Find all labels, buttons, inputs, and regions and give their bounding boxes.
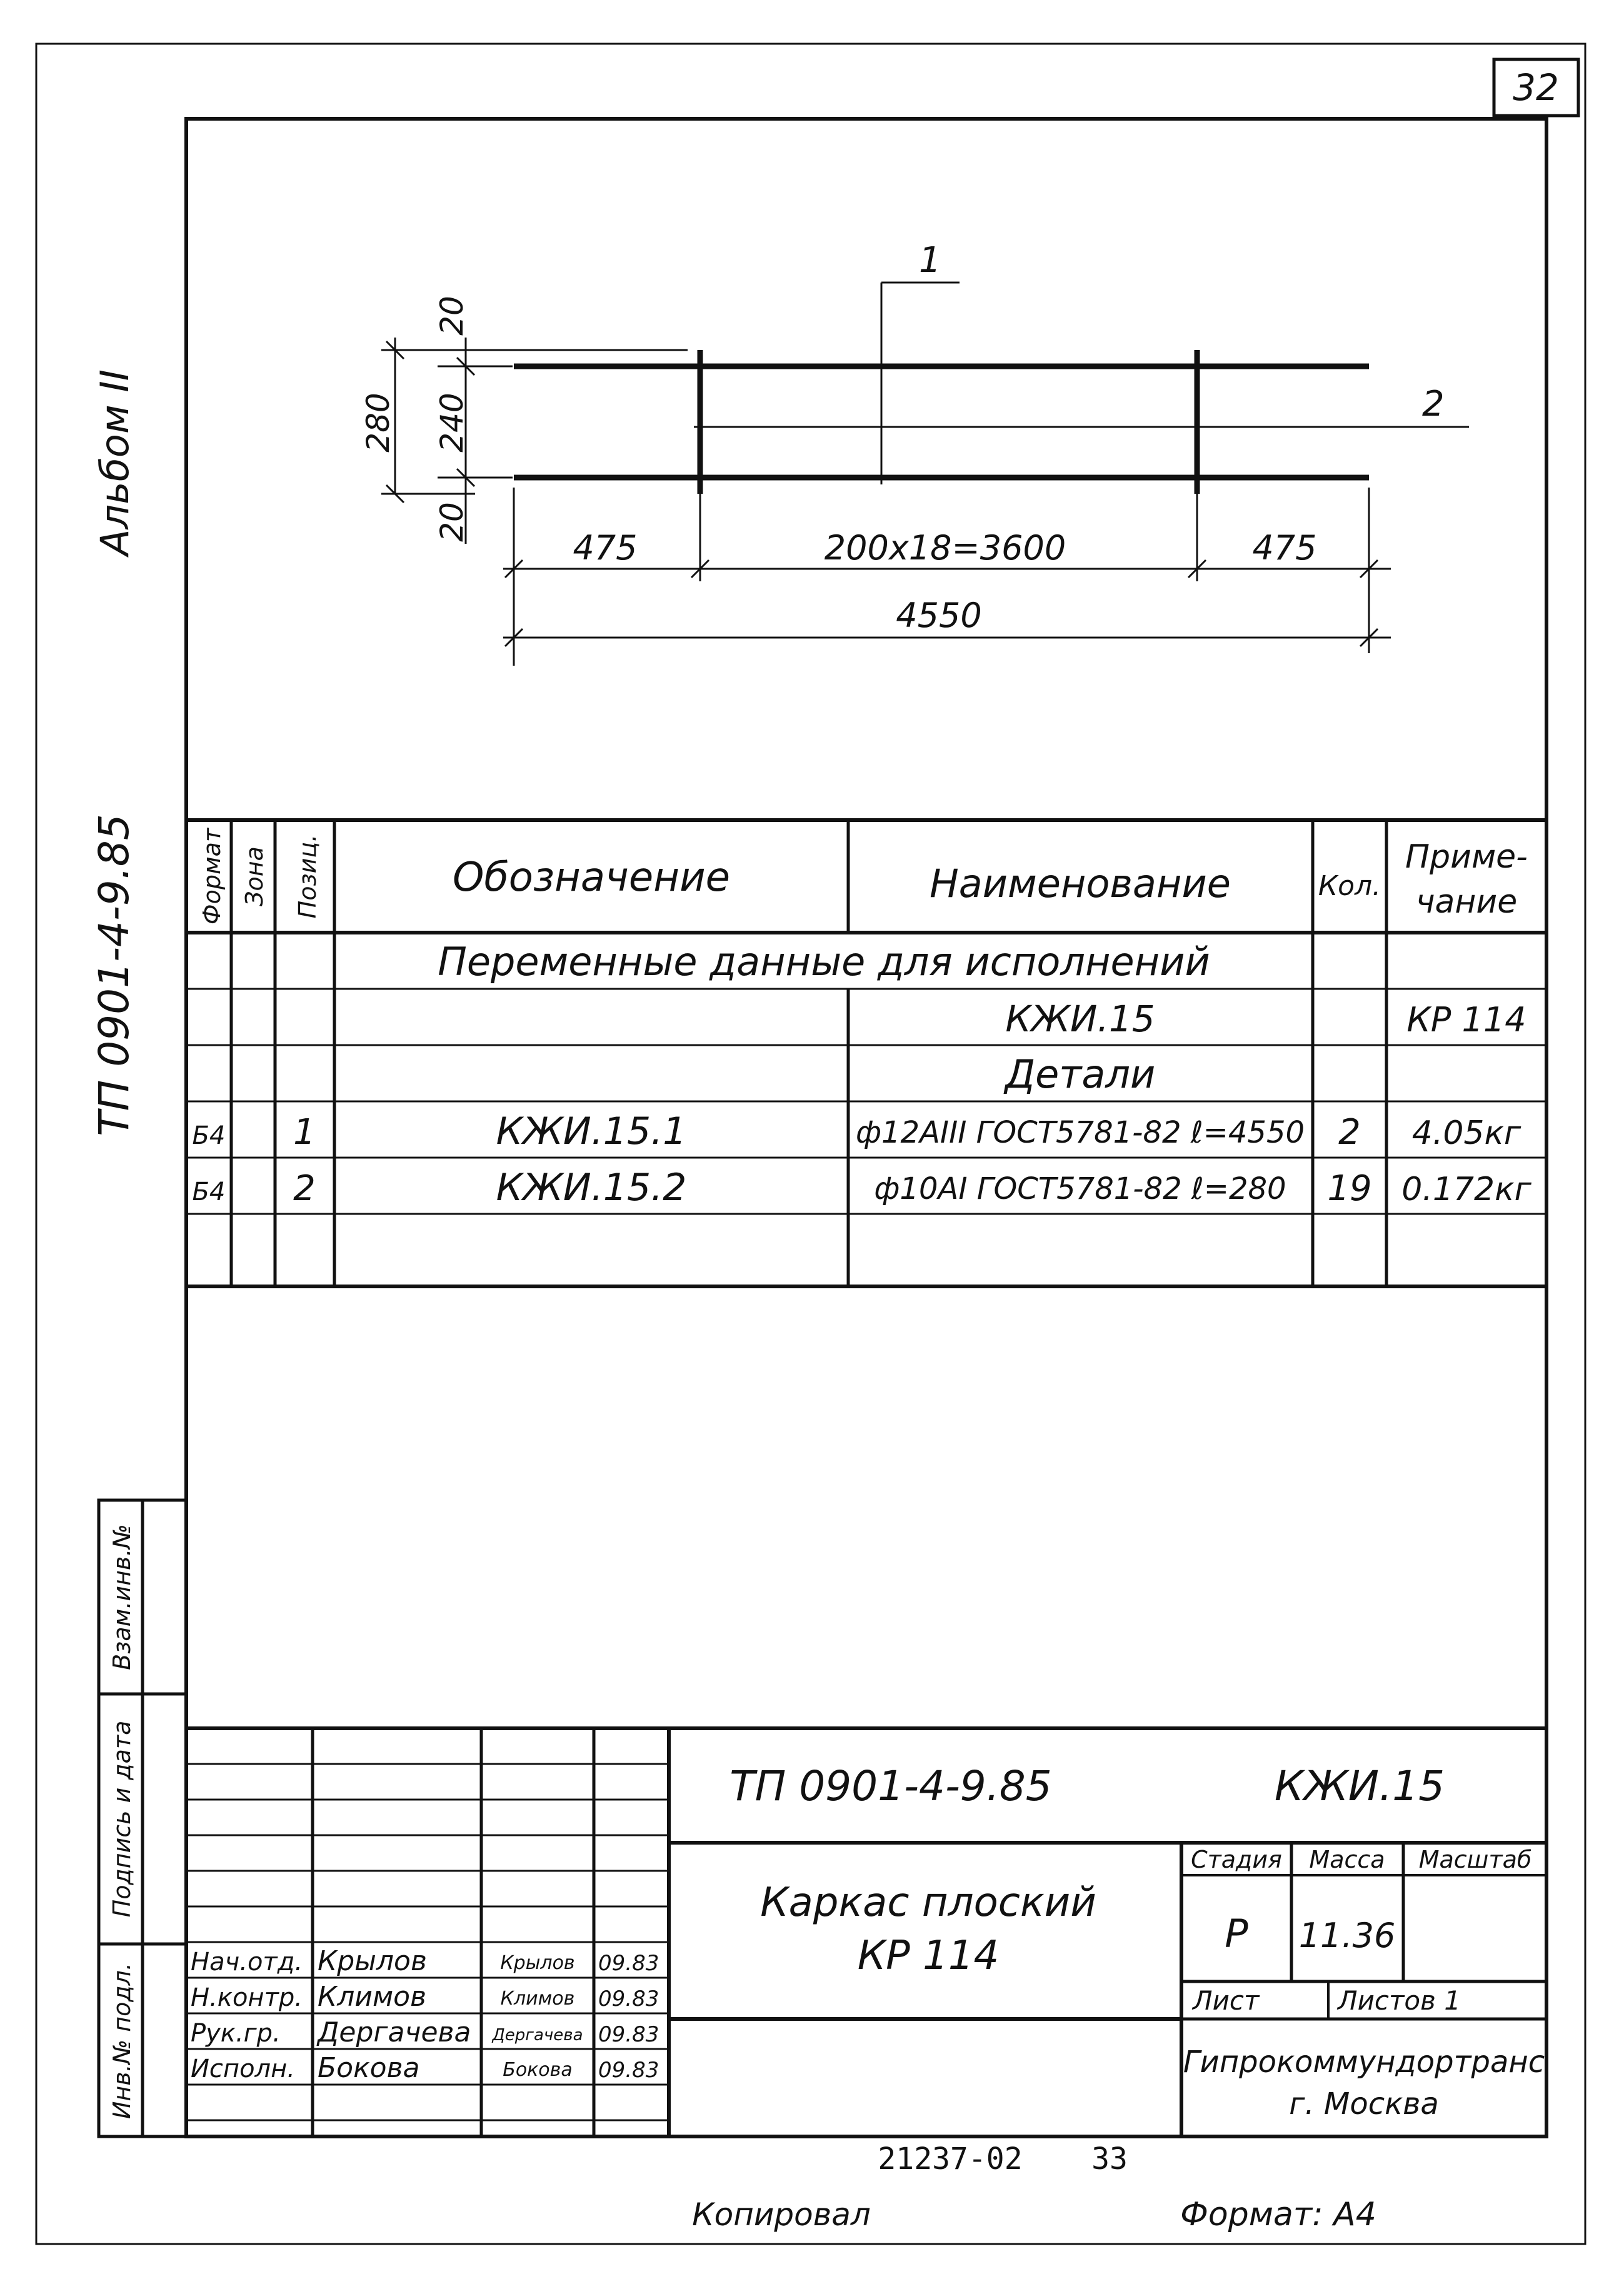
header-zone: Зона xyxy=(241,846,268,906)
signer-3-name: Дергачева xyxy=(318,2016,471,2048)
sheet-number: 32 xyxy=(1513,66,1559,109)
dim-top-20: 20 xyxy=(434,296,470,336)
signer-2-role: Н.контр. xyxy=(191,1983,303,2012)
side-stamp-signature: Подпись и дата xyxy=(108,1720,136,1918)
signer-4-name: Бокова xyxy=(318,2052,420,2084)
dim-total-4550: 4550 xyxy=(896,596,982,635)
side-stamp-replacement: Взам.инв.№ xyxy=(108,1524,136,1670)
stage-value: Р xyxy=(1225,1911,1248,1956)
page-number: 33 xyxy=(1091,2141,1128,2176)
side-stamp-inventory: Инв.№ подл. xyxy=(108,1962,136,2120)
title-line-2: КР 114 xyxy=(857,1933,1000,1979)
signer-3-signature: Дергачева xyxy=(492,2026,583,2045)
signer-2 xyxy=(191,1981,659,2013)
signer-3 xyxy=(191,2016,659,2048)
signer-1-role: Нач.отд. xyxy=(191,1948,303,1976)
spec-row-2 xyxy=(193,1166,1532,1210)
signer-1-date: 09.83 xyxy=(598,1951,659,1976)
signer-4 xyxy=(191,2052,659,2084)
signer-3-role: Рук.гр. xyxy=(191,2019,281,2048)
signer-1 xyxy=(191,1945,659,1977)
inventory-number: 21237-02 xyxy=(878,2141,1023,2176)
header-name: Наименование xyxy=(930,861,1231,906)
scale-label: Масштаб xyxy=(1418,1846,1532,1873)
signer-4-role: Исполн. xyxy=(191,2055,295,2083)
mass-label: Масса xyxy=(1309,1846,1385,1873)
side-project-code: ТП 0901-4-9.85 xyxy=(90,814,138,1136)
row-1-note: 4.05кг xyxy=(1411,1114,1521,1152)
dim-240: 240 xyxy=(434,393,470,453)
row-2-position: 2 xyxy=(293,1168,316,1209)
title-line-1: Каркас плоский xyxy=(760,1880,1096,1926)
header-designation: Обозначение xyxy=(452,854,731,901)
org-city: г. Москва xyxy=(1289,2086,1439,2121)
header-note-2: чание xyxy=(1415,883,1518,921)
copied-label: Копировал xyxy=(692,2196,871,2233)
sheets-label: Листов 1 xyxy=(1338,1985,1461,2016)
cage-drawing xyxy=(360,240,1469,666)
spec-row-1 xyxy=(193,1109,1521,1153)
row-2-designation: КЖИ.15.2 xyxy=(496,1166,687,1210)
section-variable-data: Переменные данные для исполнений xyxy=(438,939,1210,984)
variant-note: КР 114 xyxy=(1406,1000,1526,1039)
signer-1-signature: Крылов xyxy=(500,1952,575,1974)
album-label: Альбом II xyxy=(92,369,138,556)
title-doc-code: ТП 0901-4-9.85 xyxy=(729,1762,1052,1810)
signer-2-date: 09.83 xyxy=(598,1986,659,2011)
signer-4-signature: Бокова xyxy=(503,2059,573,2081)
sheet-label: Лист xyxy=(1193,1985,1260,2016)
row-1-designation: КЖИ.15.1 xyxy=(496,1109,687,1153)
signer-2-signature: Климов xyxy=(500,1988,575,2010)
header-position: Позиц. xyxy=(294,834,321,919)
signer-3-date: 09.83 xyxy=(598,2022,659,2047)
row-2-note: 0.172кг xyxy=(1401,1171,1531,1208)
row-2-qty: 19 xyxy=(1327,1168,1372,1209)
row-2-name: ф10АI ГОСТ5781-82 ℓ=280 xyxy=(874,1171,1286,1206)
header-qty: Кол. xyxy=(1318,870,1381,902)
signer-2-name: Климов xyxy=(318,1981,427,2013)
mass-value: 11.36 xyxy=(1298,1916,1396,1955)
stage-label: Стадия xyxy=(1191,1846,1282,1873)
row-1-name: ф12АIII ГОСТ5781-82 ℓ=4550 xyxy=(855,1115,1305,1150)
format-label: Формат: А4 xyxy=(1180,2196,1376,2233)
dim-right-475: 475 xyxy=(1252,528,1317,568)
row-2-format: Б4 xyxy=(192,1178,226,1206)
signer-1-name: Крылов xyxy=(318,1945,427,1977)
dim-middle-3600: 200x18=3600 xyxy=(824,528,1066,568)
row-1-qty: 2 xyxy=(1338,1112,1361,1153)
callout-1: 1 xyxy=(919,240,941,281)
signer-4-date: 09.83 xyxy=(598,2058,659,2083)
dim-left-475: 475 xyxy=(573,528,638,568)
callout-2: 2 xyxy=(1422,384,1445,424)
row-1-position: 1 xyxy=(293,1112,316,1153)
header-format: Формат xyxy=(198,828,226,925)
dim-bottom-20: 20 xyxy=(434,502,470,542)
section-parts: Детали xyxy=(1005,1051,1156,1097)
dim-280: 280 xyxy=(360,393,396,453)
org-name: Гипрокоммундортранс xyxy=(1183,2045,1545,2080)
variant-name: КЖИ.15 xyxy=(1005,998,1155,1040)
title-doc-mark: КЖИ.15 xyxy=(1274,1762,1445,1810)
row-1-format: Б4 xyxy=(192,1121,226,1150)
header-note-1: Приме- xyxy=(1405,838,1528,876)
